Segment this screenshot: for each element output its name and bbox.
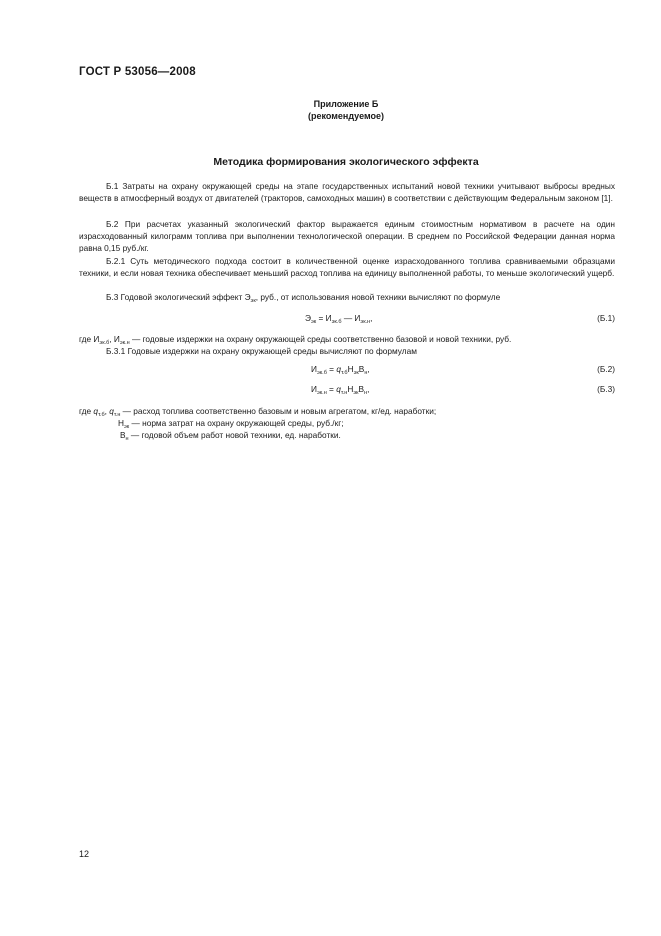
legend1-pre: где [79,406,94,416]
f3-eq: = [326,384,337,394]
f2-end: , [367,364,370,374]
paragraph-b2: Б.2 При расчетах указанный экологический фактор выражается единым стоимостным нормативом в расчете на один израсходованный килограмм топлива при выполнении технологической операции. В среднем по Российской Федерации данная норма равна 0,15 руб./кг. [79,219,615,254]
where1-mid: , И [109,334,120,344]
formula-b2-number: (Б.2) [597,364,615,374]
f3-lhs-sub: эк.н [316,390,327,396]
f3-b-sub: н [364,390,368,396]
f3-h-sub: эк [353,390,359,396]
f2-lhs-sub: эк.б [316,370,327,376]
annex-title: Приложение Б [313,99,379,109]
formula-b1 [305,313,372,325]
paragraph-b31: Б.3.1 Годовые издержки на охрану окружающей среды вычисляют по формулам [106,346,417,356]
f2-b-sub: н [364,370,368,376]
legend1-q2: q [109,406,114,416]
b3-subscript: эк [250,298,256,304]
paragraph-b3 [106,292,500,304]
f2-b: В [358,364,365,374]
f3-q-sub: т.н [340,390,348,396]
legend2-post: — норма затрат на охрану окружающей среды, руб./кг; [129,418,344,428]
f1-sub1: эк.б [331,319,342,325]
paragraph-b1: Б.1 Затраты на охрану окружающей среды на этапе государственных испытаний новой техники учитывают выбросы вредных веществ в атмосферный воздух от двигателей (тракторов, самоходных машин) в соответствии с действующим Федеральным законом [1]. [79,181,615,204]
legend3-sub: н [125,436,129,442]
document-header-code: ГОСТ Р 53056—2008 [79,66,196,78]
legend2-sym: Н [118,418,124,428]
section-title: Методика формирования экологического эффекта [213,156,479,168]
legend3-sym: В [120,430,126,440]
f1-sub2: эк.н [360,319,371,325]
f1-end: , [370,313,373,323]
f2-q-sub: т.б [340,370,348,376]
legend1-post: — расход топлива соответственно базовым и новым агрегатом, кг/ед. наработки; [120,406,437,416]
b3-text-pre: Б.3 Годовой экологический эффект Э [106,292,251,302]
f1-eq: = И [316,313,332,323]
f1-lhs: Э [305,313,311,323]
legend2-sub: эк [124,424,130,430]
paragraph-b21: Б.2.1 Суть методического подхода состоит в количественной оценке израсходованного топлива сравниваемыми образцами техники, и если новая техника обеспечивает меньший расход топлива на единицу выполненной работы, то меньше экологический ущерб. [79,256,615,279]
f3-lhs: И [311,384,317,394]
annex-subtitle: (рекомендуемое) [308,111,384,121]
f2-lhs: И [311,364,317,374]
where1-pre: где И [79,334,100,344]
formula-b3 [311,384,369,396]
formula-b3-number: (Б.3) [597,384,615,394]
legend-line-1 [79,406,436,418]
f1-lhs-sub: эк [310,319,317,325]
b3-text-post: , руб., от использования новой техники вычисляют по формуле [255,292,501,302]
f2-q: q [336,364,341,374]
legend-line-3 [120,430,341,442]
where1-sub1: эк.б [99,340,110,346]
where-line-1 [79,334,511,346]
f3-b: В [358,384,365,394]
formula-b2 [311,364,370,376]
where1-post: — годовые издержки на охрану окружающей среды соответственно базовой и новой техники, руб. [129,334,512,344]
legend1-sub1: т.б [98,412,105,418]
page-number: 12 [79,849,90,859]
formula-b1-number: (Б.1) [597,313,615,323]
f3-end: , [367,384,370,394]
legend1-sub2: т.н [113,412,121,418]
legend-line-2 [118,418,344,430]
legend1-q1: q [93,406,99,416]
f3-h: Н [347,384,354,394]
legend3-post: — годовой объем работ новой техники, ед. наработки. [128,430,341,440]
where1-sub2: эк.н [119,340,130,346]
f2-eq: = [326,364,337,374]
f3-q: q [336,384,341,394]
f1-mid: — И [341,313,361,323]
f2-h: Н [347,364,354,374]
f2-h-sub: эк [353,370,359,376]
legend1-comma: , [104,406,110,416]
